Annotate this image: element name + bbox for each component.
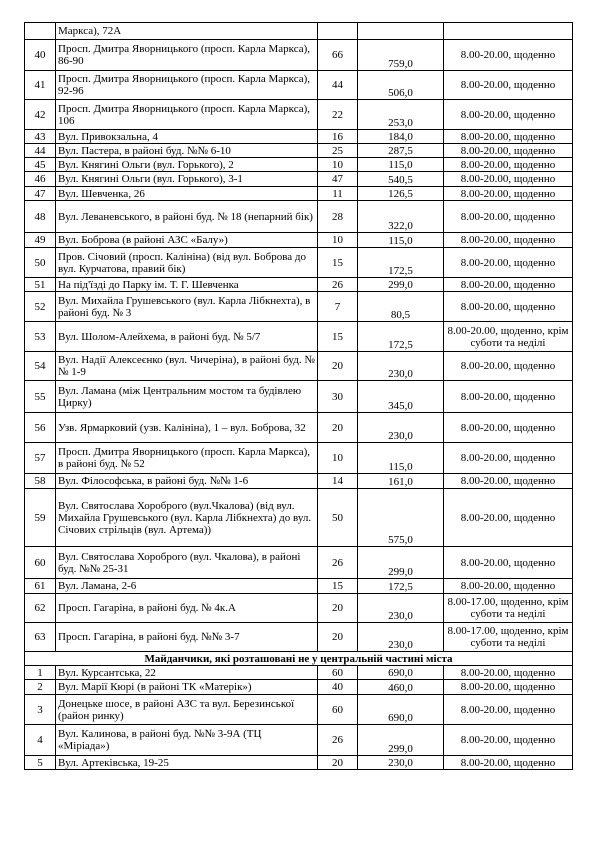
working-hours-cell: 8.00-20.00, щоденно: [444, 100, 573, 130]
places-count-cell: 10: [318, 158, 358, 172]
address-cell: Вул. Шолом-Алейхема, в районі буд. № 5/7: [56, 322, 318, 352]
working-hours-cell: 8.00-20.00, щоденно: [444, 547, 573, 579]
working-hours-cell: 8.00-20.00, щоденно: [444, 172, 573, 187]
row-number-cell: 62: [25, 594, 56, 623]
table-row: [25, 158, 573, 172]
places-count-cell: 16: [318, 130, 358, 144]
table-row: [25, 695, 573, 725]
working-hours-cell: 8.00-20.00, щоденно: [444, 130, 573, 144]
working-hours-cell: 8.00-20.00, щоденно: [444, 695, 573, 725]
places-count-cell: 11: [318, 187, 358, 201]
row-number-cell: 46: [25, 172, 56, 187]
table-row: [25, 352, 573, 381]
table-row: [25, 725, 573, 756]
amount-cell: 299,0: [358, 725, 444, 756]
row-number-cell: 49: [25, 233, 56, 248]
row-number-cell: 2: [25, 680, 56, 695]
working-hours-cell: 8.00-20.00, щоденно: [444, 248, 573, 278]
table-row: [25, 381, 573, 413]
working-hours-cell: 8.00-20.00, щоденно: [444, 201, 573, 233]
working-hours-cell: 8.00-20.00, щоденно: [444, 413, 573, 443]
row-number-cell: 51: [25, 278, 56, 292]
address-cell: Вул. Княгині Ольги (вул. Горького), 2: [56, 158, 318, 172]
table-row: [25, 233, 573, 248]
row-number-cell: 54: [25, 352, 56, 381]
places-count-cell: 22: [318, 100, 358, 130]
address-cell: Вул. Святослава Хороброго (вул. Чкалова), в районі буд. №№ 25-31: [56, 547, 318, 579]
amount-cell: 230,0: [358, 756, 444, 770]
table-row: [25, 666, 573, 680]
parking-table: [24, 22, 573, 770]
table-row: [25, 40, 573, 71]
address-cell: Вул. Пастера, в районі буд. №№ 6-10: [56, 144, 318, 158]
working-hours-cell: 8.00-17.00, щоденно, крім суботи та неділі: [444, 623, 573, 652]
amount-cell: 172,5: [358, 248, 444, 278]
address-cell: Вул. Надії Алексеєнко (вул. Чичеріна), в районі буд. №№ 1-9: [56, 352, 318, 381]
address-cell: Вул. Михайла Грушевського (вул. Карла Лібкнехта), в районі буд. № 3: [56, 292, 318, 322]
working-hours-cell: 8.00-20.00, щоденно: [444, 756, 573, 770]
table-row: [25, 201, 573, 233]
table-row: [25, 187, 573, 201]
address-cell: Вул. Леваневського, в районі буд. № 18 (непарний бік): [56, 201, 318, 233]
address-cell: Вул. Філософська, в районі буд. №№ 1-6: [56, 474, 318, 489]
places-count-cell: 30: [318, 381, 358, 413]
places-count-cell: 15: [318, 322, 358, 352]
row-number-cell: 60: [25, 547, 56, 579]
working-hours-cell: 8.00-20.00, щоденно: [444, 233, 573, 248]
working-hours-cell: 8.00-17.00, щоденно, крім суботи та неділі: [444, 594, 573, 623]
places-count-cell: 14: [318, 474, 358, 489]
places-count-cell: 47: [318, 172, 358, 187]
section-title: Майданчики, які розташовані не у центральній частині міста: [25, 652, 573, 666]
address-cell: Вул. Марії Кюрі (в районі ТК «Матерік»): [56, 680, 318, 695]
document-page: [24, 22, 572, 770]
working-hours-cell: 8.00-20.00, щоденно: [444, 489, 573, 547]
working-hours-cell: 8.00-20.00, щоденно: [444, 381, 573, 413]
places-count-cell: 44: [318, 71, 358, 100]
address-cell: Узв. Ярмарковий (узв. Калініна), 1 – вул. Боброва, 32: [56, 413, 318, 443]
working-hours-cell: 8.00-20.00, щоденно: [444, 278, 573, 292]
amount-cell: 540,5: [358, 172, 444, 187]
row-number-cell: 40: [25, 40, 56, 71]
row-number-cell: 61: [25, 579, 56, 594]
row-number-cell: 58: [25, 474, 56, 489]
amount-cell: 230,0: [358, 352, 444, 381]
places-count-cell: 50: [318, 489, 358, 547]
table-row: [25, 489, 573, 547]
table-body-outer-rows: [25, 666, 573, 770]
places-count-cell: 60: [318, 666, 358, 680]
working-hours-cell: 8.00-20.00, щоденно: [444, 666, 573, 680]
places-count-cell: 40: [318, 680, 358, 695]
address-cell: Донецьке шосе, в районі АЗС та вул. Березинської (район ринку): [56, 695, 318, 725]
places-count-cell: 15: [318, 579, 358, 594]
places-count-cell: 20: [318, 352, 358, 381]
table-row: [25, 292, 573, 322]
amount-cell: 253,0: [358, 100, 444, 130]
address-cell: Просп. Дмитра Яворницького (просп. Карла Маркса), 106: [56, 100, 318, 130]
working-hours-cell: 8.00-20.00, щоденно: [444, 579, 573, 594]
places-count-cell: 20: [318, 594, 358, 623]
working-hours-cell: 8.00-20.00, щоденно: [444, 725, 573, 756]
section-header-row: [25, 652, 573, 666]
row-number-cell: [25, 23, 56, 40]
working-hours-cell: 8.00-20.00, щоденно: [444, 292, 573, 322]
working-hours-cell: 8.00-20.00, щоденно: [444, 352, 573, 381]
address-cell: Вул. Ламана (між Центральним мостом та будівлею Цирку): [56, 381, 318, 413]
table-body-central: [25, 23, 573, 652]
working-hours-cell: 8.00-20.00, щоденно: [444, 443, 573, 474]
row-number-cell: 4: [25, 725, 56, 756]
address-cell: Маркса), 72А: [56, 23, 318, 40]
working-hours-cell: 8.00-20.00, щоденно: [444, 40, 573, 71]
amount-cell: 172,5: [358, 322, 444, 352]
places-count-cell: 15: [318, 248, 358, 278]
table-row: [25, 474, 573, 489]
address-cell: Просп. Гагаріна, в районі буд. №№ 3-7: [56, 623, 318, 652]
places-count-cell: 26: [318, 547, 358, 579]
address-cell: Вул. Шевченка, 26: [56, 187, 318, 201]
row-number-cell: 52: [25, 292, 56, 322]
working-hours-cell: 8.00-20.00, щоденно: [444, 187, 573, 201]
address-cell: Просп. Дмитра Яворницького (просп. Карла Маркса), в районі буд. № 52: [56, 443, 318, 474]
amount-cell: 184,0: [358, 130, 444, 144]
places-count-cell: 26: [318, 278, 358, 292]
row-number-cell: 50: [25, 248, 56, 278]
amount-cell: 230,0: [358, 623, 444, 652]
address-cell: На під'їзді до Парку ім. Т. Г. Шевченка: [56, 278, 318, 292]
places-count-cell: [318, 23, 358, 40]
working-hours-cell: 8.00-20.00, щоденно, крім суботи та неділі: [444, 322, 573, 352]
table-row: [25, 248, 573, 278]
address-cell: Вул. Ламана, 2-6: [56, 579, 318, 594]
table-row: [25, 71, 573, 100]
address-cell: Вул. Княгині Ольги (вул. Горького), 3-1: [56, 172, 318, 187]
address-cell: Просп. Дмитра Яворницького (просп. Карла Маркса), 92-96: [56, 71, 318, 100]
amount-cell: 506,0: [358, 71, 444, 100]
amount-cell: 161,0: [358, 474, 444, 489]
address-cell: Вул. Святослава Хороброго (вул.Чкалова) (від вул. Михайла Грушевського (вул. Карла Лібкнехта) до вул. Січових стрільців (вул. Артема)): [56, 489, 318, 547]
table-row: [25, 413, 573, 443]
table-row: [25, 443, 573, 474]
row-number-cell: 3: [25, 695, 56, 725]
amount-cell: 115,0: [358, 233, 444, 248]
amount-cell: 115,0: [358, 158, 444, 172]
row-number-cell: 55: [25, 381, 56, 413]
places-count-cell: 28: [318, 201, 358, 233]
amount-cell: 345,0: [358, 381, 444, 413]
amount-cell: 230,0: [358, 594, 444, 623]
table-row: [25, 547, 573, 579]
table-row: [25, 144, 573, 158]
amount-cell: 80,5: [358, 292, 444, 322]
address-cell: Вул. Калинова, в районі буд. №№ 3-9А (ТЦ «Міріада»): [56, 725, 318, 756]
row-number-cell: 57: [25, 443, 56, 474]
row-number-cell: 47: [25, 187, 56, 201]
table-row: [25, 172, 573, 187]
working-hours-cell: 8.00-20.00, щоденно: [444, 158, 573, 172]
address-cell: Просп. Дмитра Яворницького (просп. Карла Маркса), 86-90: [56, 40, 318, 71]
table-row: [25, 623, 573, 652]
table-row: [25, 756, 573, 770]
table-row: [25, 594, 573, 623]
table-row: [25, 322, 573, 352]
row-number-cell: 1: [25, 666, 56, 680]
address-cell: Вул. Боброва (в районі АЗС «Балу»): [56, 233, 318, 248]
table-body-outer: [25, 652, 573, 666]
address-cell: Вул. Артеківська, 19-25: [56, 756, 318, 770]
table-row: [25, 680, 573, 695]
row-number-cell: 44: [25, 144, 56, 158]
places-count-cell: 10: [318, 443, 358, 474]
working-hours-cell: 8.00-20.00, щоденно: [444, 680, 573, 695]
places-count-cell: 7: [318, 292, 358, 322]
row-number-cell: 5: [25, 756, 56, 770]
places-count-cell: 20: [318, 413, 358, 443]
amount-cell: 299,0: [358, 278, 444, 292]
table-row: [25, 23, 573, 40]
table-row: [25, 278, 573, 292]
working-hours-cell: 8.00-20.00, щоденно: [444, 144, 573, 158]
amount-cell: 322,0: [358, 201, 444, 233]
address-cell: Просп. Гагаріна, в районі буд. № 4к.А: [56, 594, 318, 623]
amount-cell: [358, 23, 444, 40]
row-number-cell: 56: [25, 413, 56, 443]
amount-cell: 299,0: [358, 547, 444, 579]
row-number-cell: 63: [25, 623, 56, 652]
address-cell: Вул. Курсантська, 22: [56, 666, 318, 680]
table-row: [25, 579, 573, 594]
row-number-cell: 42: [25, 100, 56, 130]
amount-cell: 690,0: [358, 695, 444, 725]
amount-cell: 575,0: [358, 489, 444, 547]
row-number-cell: 53: [25, 322, 56, 352]
table-row: [25, 100, 573, 130]
working-hours-cell: [444, 23, 573, 40]
places-count-cell: 60: [318, 695, 358, 725]
row-number-cell: 59: [25, 489, 56, 547]
row-number-cell: 45: [25, 158, 56, 172]
amount-cell: 690,0: [358, 666, 444, 680]
amount-cell: 172,5: [358, 579, 444, 594]
row-number-cell: 41: [25, 71, 56, 100]
amount-cell: 230,0: [358, 413, 444, 443]
amount-cell: 126,5: [358, 187, 444, 201]
working-hours-cell: 8.00-20.00, щоденно: [444, 474, 573, 489]
row-number-cell: 48: [25, 201, 56, 233]
places-count-cell: 20: [318, 623, 358, 652]
table-row: [25, 130, 573, 144]
address-cell: Пров. Січовий (просп. Калініна) (від вул. Боброва до вул. Курчатова, правий бік): [56, 248, 318, 278]
places-count-cell: 66: [318, 40, 358, 71]
places-count-cell: 10: [318, 233, 358, 248]
amount-cell: 460,0: [358, 680, 444, 695]
places-count-cell: 26: [318, 725, 358, 756]
row-number-cell: 43: [25, 130, 56, 144]
working-hours-cell: 8.00-20.00, щоденно: [444, 71, 573, 100]
places-count-cell: 25: [318, 144, 358, 158]
amount-cell: 287,5: [358, 144, 444, 158]
amount-cell: 115,0: [358, 443, 444, 474]
places-count-cell: 20: [318, 756, 358, 770]
address-cell: Вул. Привокзальна, 4: [56, 130, 318, 144]
amount-cell: 759,0: [358, 40, 444, 71]
